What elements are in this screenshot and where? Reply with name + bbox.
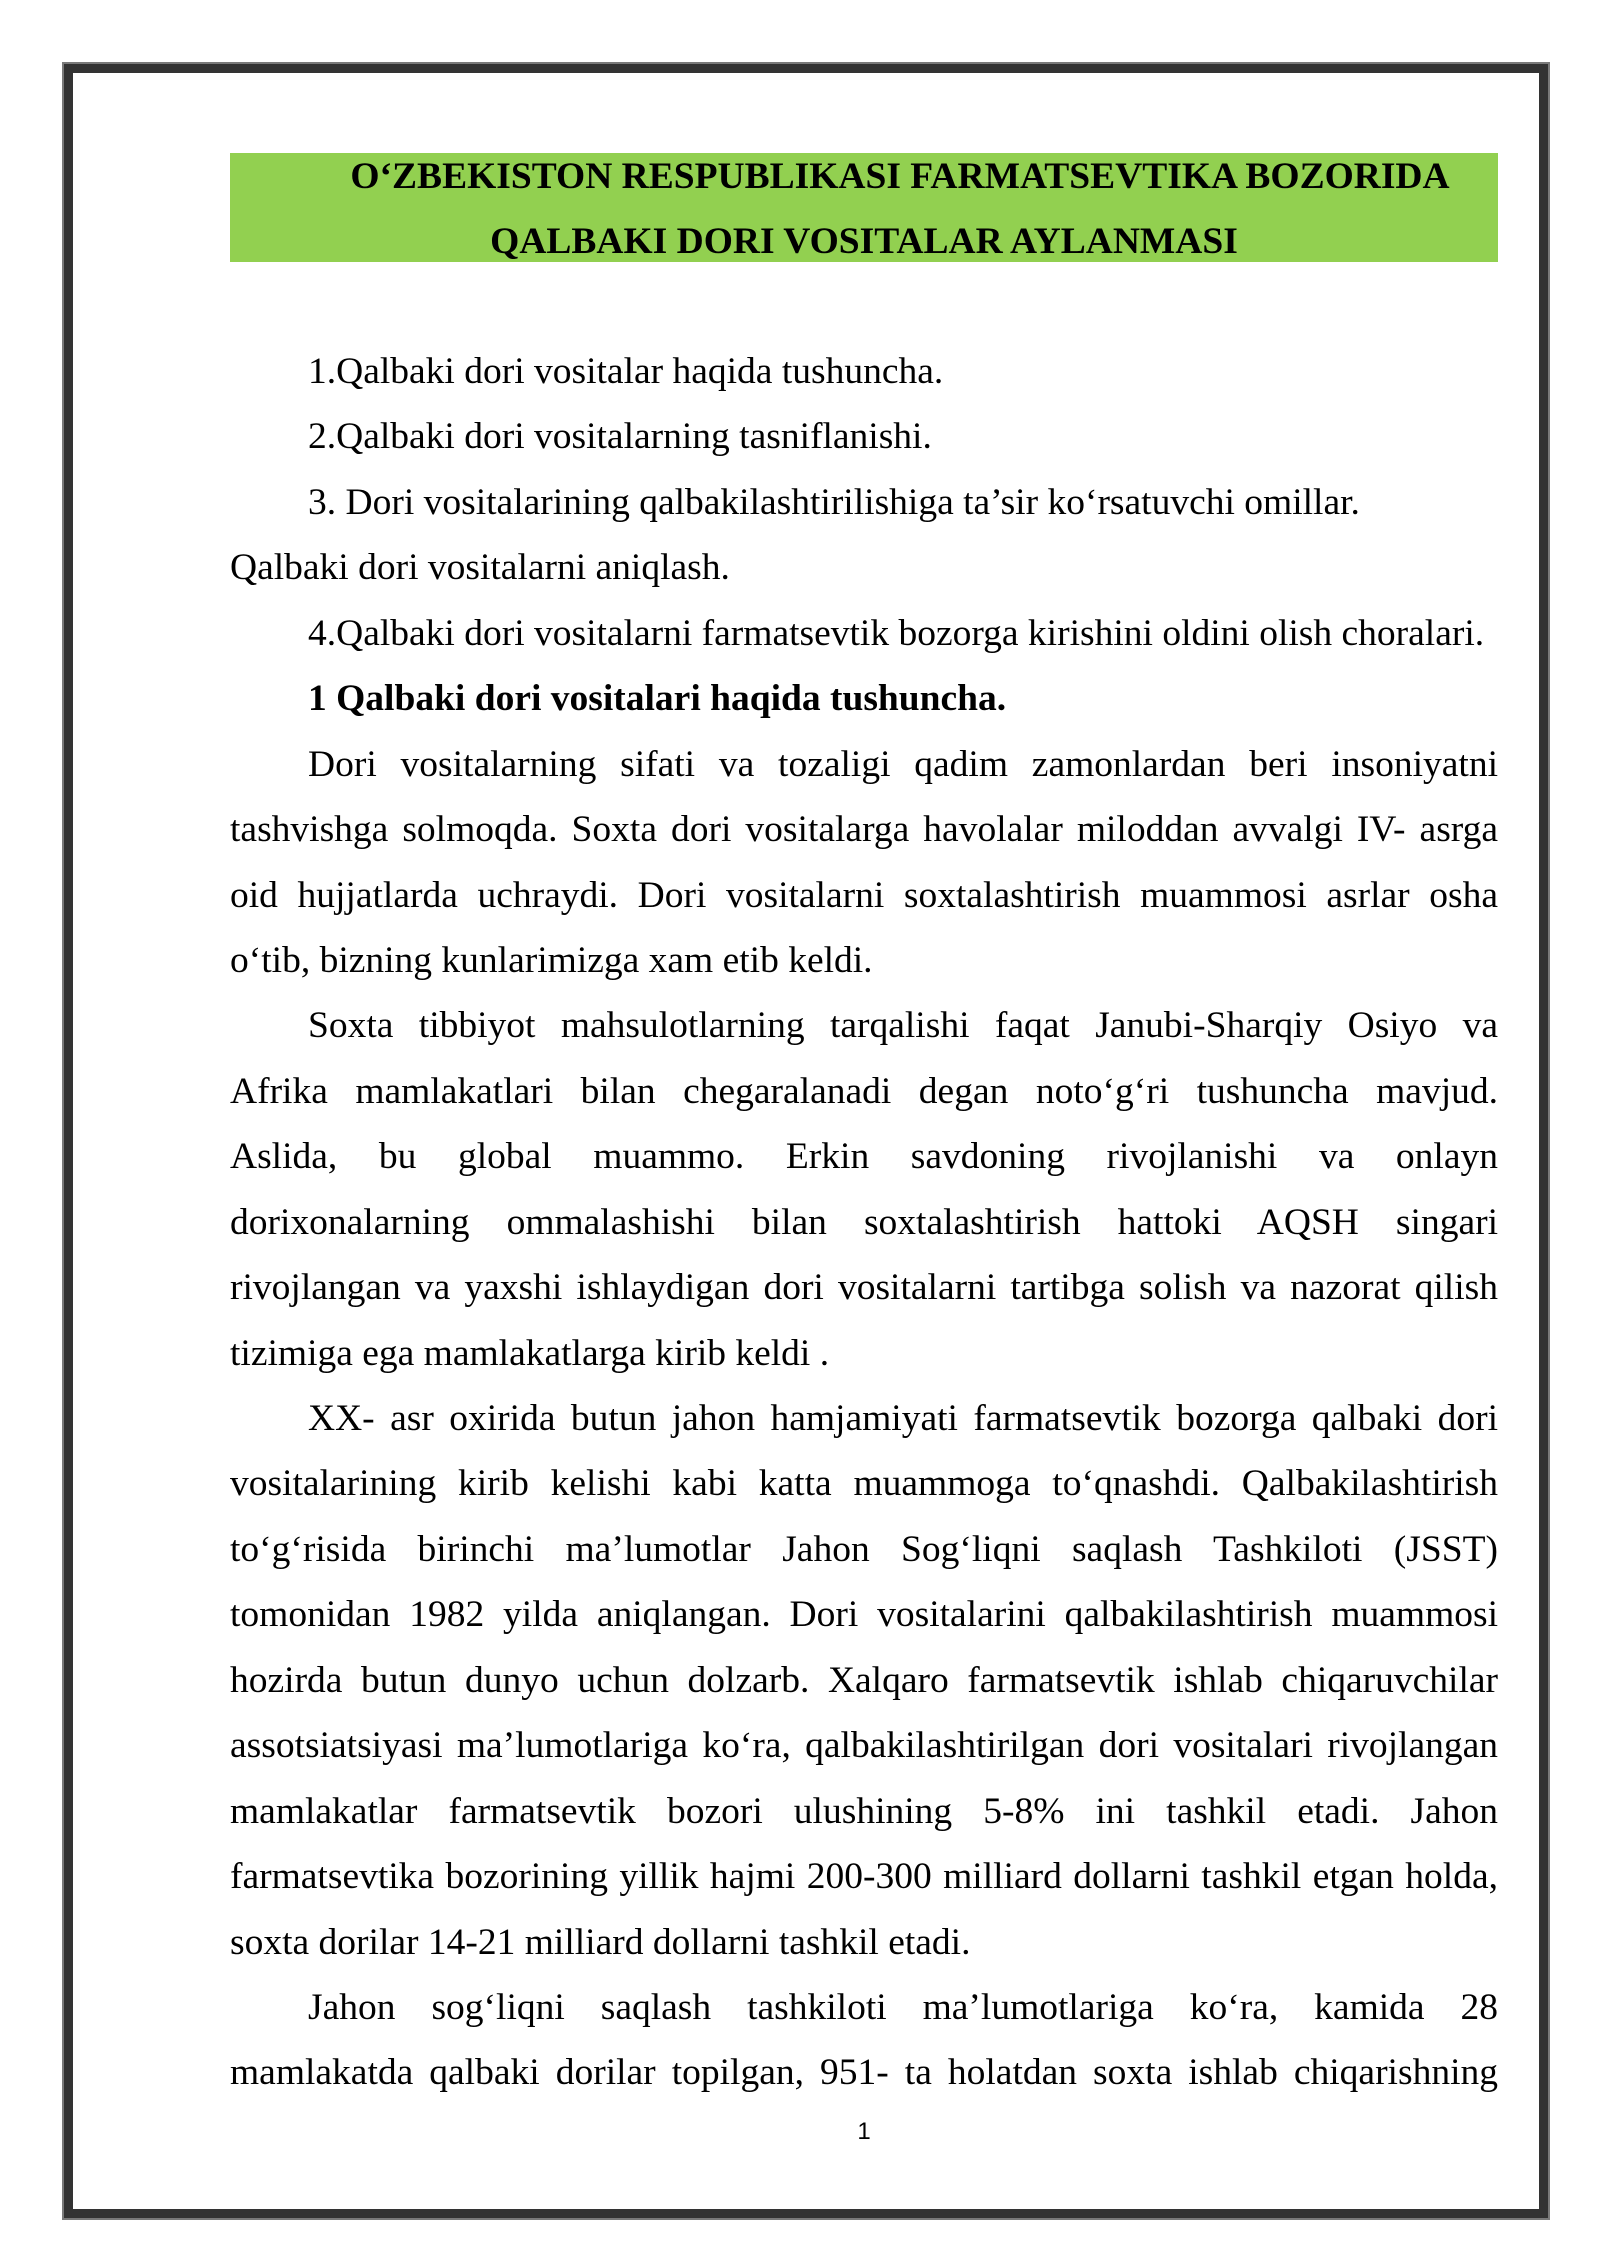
text-line: Afrika mamlakatlari bilan chegaralanadi degan noto‘g‘ri tushuncha mavjud. [230,1070,1498,1112]
outline-item-2: 2.Qalbaki dori vositalarning tasniflanishi. [308,416,932,458]
title-line-1: O‘ZBEKISTON RESPUBLIKASI FARMATSEVTIKA BOZORIDA [350,156,1450,197]
text-line: Dori vositalarning sifati va tozaligi qadim zamonlardan beri insoniyatni [308,743,1498,785]
text-line: mamlakatda qalbaki dorilar topilgan, 951- ta holatdan soxta ishlab chiqarishning [230,2052,1498,2094]
outline-list [230,339,1498,666]
text-line: Aslida, bu global muammo. Erkin savdoning rivojlanishi va onlayn [230,1136,1498,1178]
paragraph-2 [230,993,1498,1386]
paragraph-3 [230,1386,1498,1975]
paragraph-1 [230,732,1498,994]
text-line: hozirda butun dunyo uchun dolzarb. Xalqaro farmatsevtik ishlab chiqaruvchilar [230,1659,1498,1701]
title-line-2: QALBAKI DORI VOSITALAR AYLANMASI [490,221,1238,262]
page-number: 1 [857,2118,871,2145]
text-line: Soxta tibbiyot mahsulotlarning tarqalishi faqat Janubi-Sharqiy Osiyo va [308,1005,1498,1047]
text-line: tomonidan 1982 yilda aniqlangan. Dori vositalarini qalbakilashtirish muammosi [230,1594,1498,1636]
title-banner [230,153,1498,262]
text-line: soxta dorilar 14-21 milliard dollarni tashkil etadi. [230,1921,971,1963]
outline-item-3-continuation: Qalbaki dori vositalarni aniqlash. [230,547,730,589]
text-line: XX- asr oxirida butun jahon hamjamiyati farmatsevtik bozorga qalbaki dori [308,1398,1498,1439]
text-line: mamlakatlar farmatsevtik bozori ulushining 5-8% ini tashkil etadi. Jahon [230,1790,1498,1832]
section-heading: 1 Qalbaki dori vositalari haqida tushuncha. [308,678,1007,720]
text-line: vositalarining kirib kelishi kabi katta muammoga to‘qnashdi. Qalbakilashtirish [230,1463,1498,1505]
document-body [230,339,1498,2106]
text-line: farmatsevtika bozorining yillik hajmi 200-300 milliard dollarni tashkil etgan holda, [230,1856,1498,1898]
outline-item-1: 1.Qalbaki dori vositalar haqida tushuncha. [308,351,944,392]
text-line: tashvishga solmoqda. Soxta dori vositalarga havolalar miloddan avvalgi IV- asrga [230,809,1498,851]
outline-item-4: 4.Qalbaki dori vositalarni farmatsevtik bozorga kirishini oldini olish choralari. [308,612,1485,654]
text-line: dorixonalarning ommalashishi bilan soxtalashtirish hattoki AQSH singari [230,1201,1498,1243]
outline-item-3: 3. Dori vositalarining qalbakilashtirilishiga ta’sir ko‘rsatuvchi omillar. [308,481,1360,523]
paragraph-4 [230,1975,1498,2106]
text-line: o‘tib, bizning kunlarimizga xam etib keldi. [230,939,873,981]
text-line: Jahon sog‘liqni saqlash tashkiloti ma’lumotlariga ko‘ra, kamida 28 [308,1986,1498,2028]
text-line: assotsiatsiyasi ma’lumotlariga ko‘ra, qalbakilashtirilgan dori vositalari rivojlangan [230,1725,1498,1767]
text-line: tizimiga ega mamlakatlarga kirib keldi . [230,1332,830,1374]
text-line: to‘g‘risida birinchi ma’lumotlar Jahon Sog‘liqni saqlash Tashkiloti (JSST) [230,1528,1498,1570]
text-line: rivojlangan va yaxshi ishlaydigan dori vositalarni tartibga solish va nazorat qilish [230,1267,1498,1309]
text-line: oid hujjatlarda uchraydi. Dori vositalarni soxtalashtirish muammosi asrlar osha [230,874,1498,916]
